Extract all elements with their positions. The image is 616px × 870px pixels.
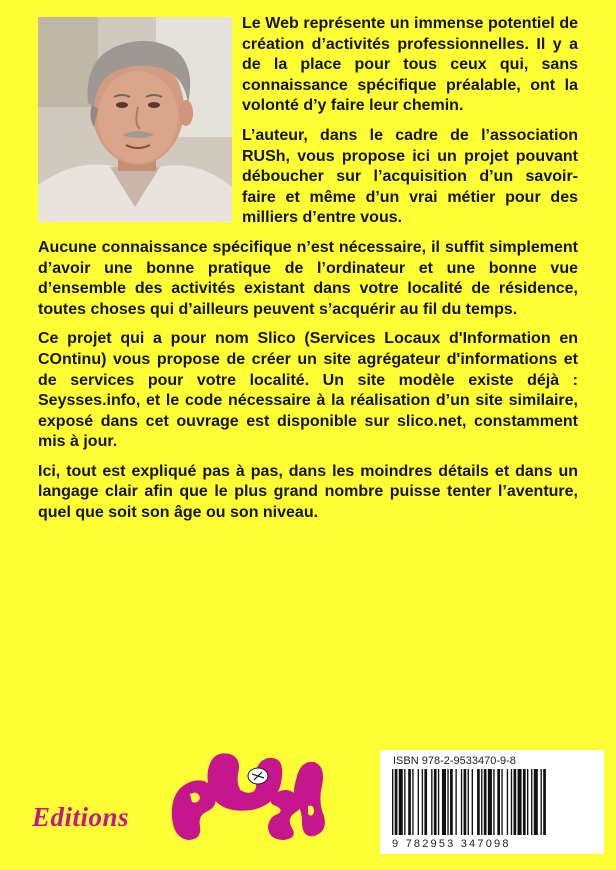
rush-logo-icon <box>168 740 328 855</box>
paragraph-intro: Le Web représente un immense potentiel de création d’activités professionnelles. Il y a de la place pour tous ceux qui, sans connaissance spécifique préalable, ont la volonté d’y faire leur chemin. <box>242 15 578 115</box>
barcode-bar <box>511 769 512 835</box>
editions-label: Editions <box>32 802 130 832</box>
barcode-bar <box>455 769 456 835</box>
barcode-bar <box>468 769 469 835</box>
barcode-bar <box>412 769 413 835</box>
paragraph-requirements: Aucune connaissance spécifique n’est nécessaire, il suffit simplement d’avoir une bonne pratique de l’ordinateur et une bonne vue d’ensemble des activités existant dans votre localité de résidence, toutes choses qui d’ailleurs peuvent s’acquérir au fil du temps. <box>38 238 578 318</box>
barcode-bar <box>531 769 532 835</box>
paragraph-author: L’auteur, dans le cadre de l’association RUSh, vous propose ici un projet pouvant déboucher sur l’acquisition d’un savoir-faire et même d’un vrai métier pour des milliers d’entre vous. <box>242 126 578 227</box>
barcode-bar <box>422 769 423 835</box>
barcode-bar <box>472 769 473 835</box>
barcode-icon <box>390 769 594 839</box>
barcode-bar <box>408 769 411 835</box>
barcode-bar <box>477 769 480 835</box>
barcode-bar <box>543 769 546 835</box>
barcode-bar <box>507 769 508 835</box>
barcode-bar <box>518 769 522 835</box>
barcode-bar <box>497 769 500 835</box>
barcode-bar <box>541 769 542 835</box>
barcode-bar <box>464 769 467 835</box>
barcode-bar <box>461 769 462 835</box>
barcode-bar <box>447 769 448 835</box>
barcode-bar <box>392 769 393 835</box>
barcode-bar <box>442 769 446 835</box>
barcode-bar <box>534 769 538 835</box>
barcode-bar <box>493 769 494 835</box>
paragraph-conclusion: Ici, tout est expliqué pas à pas, dans les moindres détails et dans un langage clair afin que le plus grand nombre puisse tenter l’aventure, quel que soit son âge ou son niveau. <box>38 462 578 522</box>
back-cover-text <box>38 14 578 533</box>
barcode-bar <box>523 769 526 835</box>
paragraph-project: Ce projet qui a pour nom Slico (Services Locaux d'Information en COntinu) vous propose de créer un site agrégateur d'informations et de services pour votre localité. Un site modèle existe déjà : Seysses.info, et le code nécessaire à la réalisation d’un site similaire, exposé dans cet ouvrage est disponible sur slico.net, constamment mis à jour. <box>38 330 578 451</box>
barcode-bar <box>424 769 427 835</box>
barcode-block <box>380 750 604 854</box>
barcode-bar <box>488 769 492 835</box>
barcode-bar <box>514 769 517 835</box>
barcode-bar <box>438 769 439 835</box>
barcode-bar <box>404 769 405 835</box>
barcode-bar <box>481 769 482 835</box>
barcode-bar <box>527 769 528 835</box>
publisher-block <box>28 740 328 860</box>
barcode-bar <box>431 769 432 835</box>
isbn-label: ISBN 978-2-9533470-9-8 <box>393 755 516 767</box>
ean-digits: 9 782953 347098 <box>392 838 511 850</box>
barcode-bar <box>450 769 453 835</box>
barcode-bar <box>395 769 398 835</box>
barcode-bar <box>484 769 487 835</box>
barcode-bar <box>399 769 403 835</box>
barcode-bar <box>418 769 419 835</box>
barcode-bar <box>434 769 437 835</box>
barcode-bar <box>501 769 502 835</box>
photo-spacer <box>38 14 242 226</box>
